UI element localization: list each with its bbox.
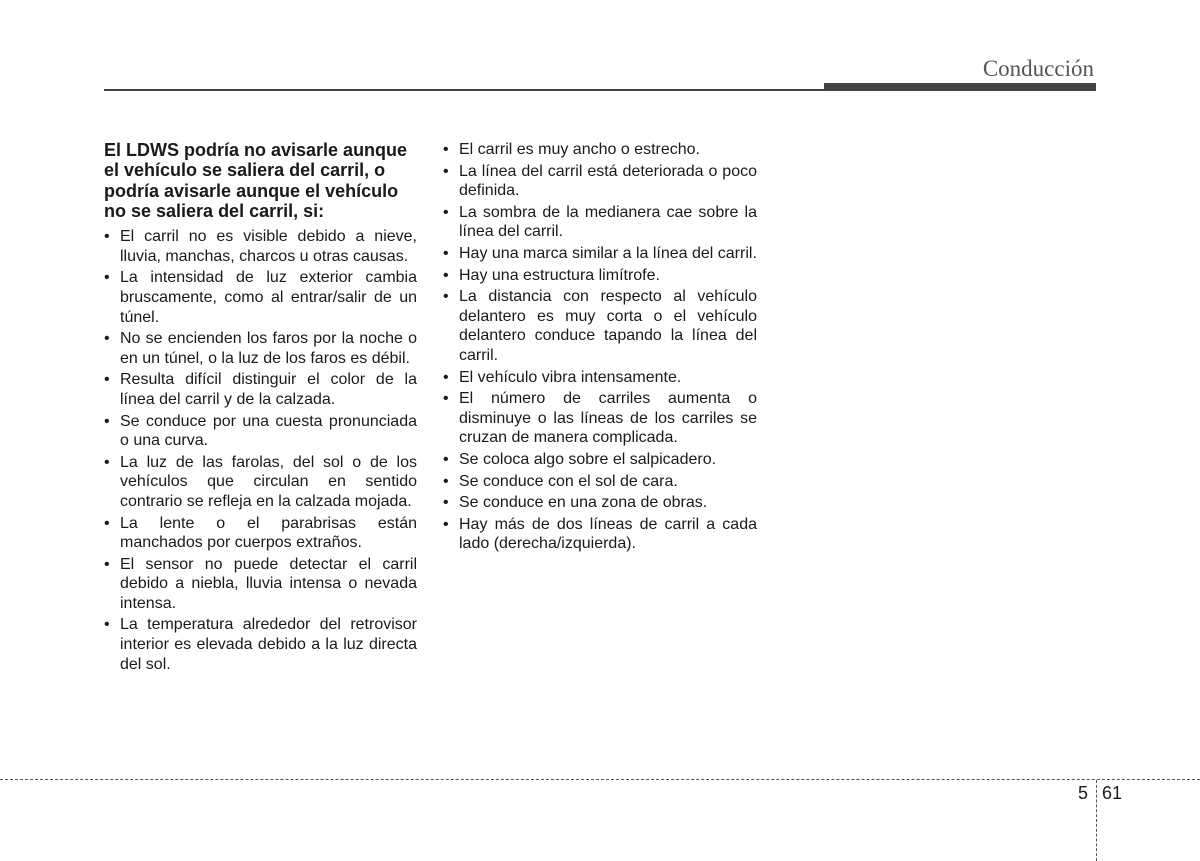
list-item: • La sombra de la medianera cae sobre la línea del carril. xyxy=(443,203,757,242)
list-item: • Hay una estructura limítrofe. xyxy=(443,266,757,286)
footer-rule xyxy=(0,779,1200,780)
list-item: • Se conduce con el sol de cara. xyxy=(443,472,757,492)
list-item: • Resulta difícil distinguir el color de la línea del carril y de la calzada. xyxy=(104,370,417,409)
list-item: • La intensidad de luz exterior cambia bruscamente, como al entrar/salir de un túnel. xyxy=(104,268,417,327)
list-item: • El número de carriles aumenta o disminuye o las líneas de los carriles se cruzan de manera complicada. xyxy=(443,389,757,448)
list-item: • La línea del carril está deteriorada o poco definida. xyxy=(443,162,757,201)
list-item: • La temperatura alrededor del retrovisor interior es elevada debido a la luz directa del sol. xyxy=(104,615,417,674)
header-rule-thin xyxy=(104,89,824,91)
page-number-divider xyxy=(1096,780,1097,861)
left-bullet-list xyxy=(104,227,417,674)
list-item: • Se coloca algo sobre el salpicadero. xyxy=(443,450,757,470)
list-item: • No se encienden los faros por la noche o en un túnel, o la luz de los faros es débil. xyxy=(104,329,417,368)
list-item: • Hay más de dos líneas de carril a cada lado (derecha/izquierda). xyxy=(443,515,757,554)
list-item: • El carril no es visible debido a nieve, lluvia, manchas, charcos u otras causas. xyxy=(104,227,417,266)
list-item: • El carril es muy ancho o estrecho. xyxy=(443,140,757,160)
list-item: • La lente o el parabrisas están manchados por cuerpos extraños. xyxy=(104,514,417,553)
list-item: • Se conduce en una zona de obras. xyxy=(443,493,757,513)
header-rule-thick xyxy=(824,83,1096,91)
list-item: • El sensor no puede detectar el carril debido a niebla, lluvia intensa o nevada intensa. xyxy=(104,555,417,614)
list-item: • La distancia con respecto al vehículo delantero es muy corta o el vehículo delantero conduce tapando la línea del carril. xyxy=(443,287,757,365)
chapter-number: 5 xyxy=(1078,783,1089,803)
page-number: 61 xyxy=(1102,783,1123,803)
left-column xyxy=(104,140,417,676)
section-title: Conducción xyxy=(982,56,1094,81)
list-item: • El vehículo vibra intensamente. xyxy=(443,368,757,388)
list-item: • Hay una marca similar a la línea del carril. xyxy=(443,244,757,264)
list-item: • Se conduce por una cuesta pronunciada o una curva. xyxy=(104,412,417,451)
right-column xyxy=(443,140,757,556)
list-item: • La luz de las farolas, del sol o de los vehículos que circulan en sentido contrario se refleja en la calzada mojada. xyxy=(104,453,417,512)
section-heading: El LDWS podría no avisarle aunque el vehículo se saliera del carril, o podría avisarle aunque el vehículo no se saliera del carril, si: xyxy=(104,140,408,221)
right-bullet-list xyxy=(443,140,757,554)
